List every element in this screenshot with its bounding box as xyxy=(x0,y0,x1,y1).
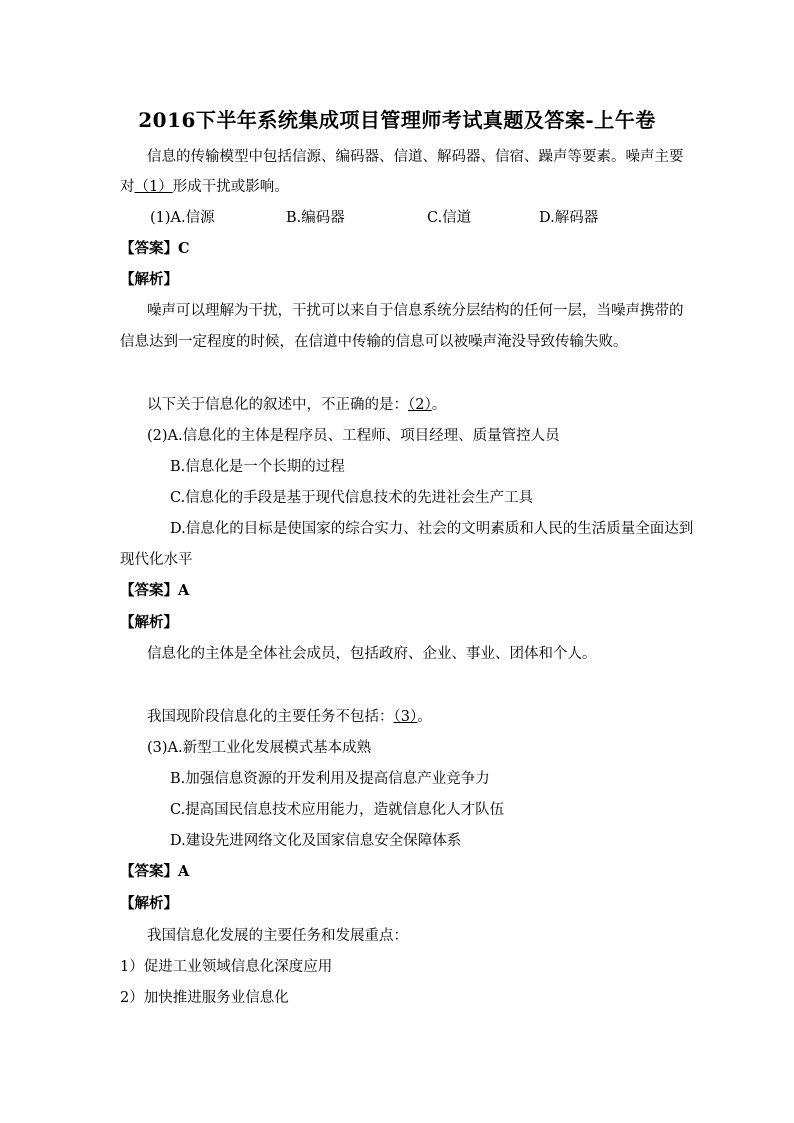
question-3-blank: （3） xyxy=(393,709,418,725)
question-1-option-b: B.编码器 xyxy=(286,210,345,226)
question-2-answer: 【答案】A xyxy=(120,582,190,599)
question-1-stem-line1: 信息的传输模型中包括信源、编码器、信道、解码器、信宿、躁声等要素。噪声主要 xyxy=(147,149,684,165)
question-1-option-c: C.信道 xyxy=(427,210,472,226)
question-1-stem-pre: 对 xyxy=(120,179,135,195)
question-2-stem xyxy=(147,396,446,414)
question-1-analysis-line2: 信息达到一定程度的时候，在信道中传输的信息可以被噪声淹没导致传输失败。 xyxy=(120,334,628,350)
question-2-analysis-line1: 信息化的主体是全体社会成员，包括政府、企业、事业、团体和个人。 xyxy=(147,646,597,662)
question-1-answer: 【答案】C xyxy=(120,240,190,257)
question-3-stem xyxy=(147,708,432,726)
question-3-option-d: D.建设先进网络文化及国家信息安全保障体系 xyxy=(170,833,462,849)
question-2-option-c: C.信息化的手段是基于现代信息技术的先进社会生产工具 xyxy=(170,490,534,506)
question-1-blank: （1） xyxy=(134,179,173,195)
question-2-option-d: D.信息化的目标是使国家的综合实力、社会的文明素质和人民的生活质量全面达到 xyxy=(170,521,694,537)
question-3-analysis-line1: 我国信息化发展的主要任务和发展重点： xyxy=(147,928,408,944)
question-2-analysis-label: 【解析】 xyxy=(120,614,178,631)
question-2-option-d-continued: 现代化水平 xyxy=(120,552,193,568)
question-3-stem-post: 。 xyxy=(417,709,432,725)
question-1-option-a: (1)A.信源 xyxy=(150,210,215,226)
question-3-option-a: (3)A.新型工业化发展模式基本成熟 xyxy=(147,740,372,756)
question-1-analysis-label: 【解析】 xyxy=(120,271,178,288)
question-2-option-a: (2)A.信息化的主体是程序员、工程师、项目经理、质量管控人员 xyxy=(147,428,560,444)
question-3-option-b: B.加强信息资源的开发利用及提高信息产业竞争力 xyxy=(170,771,490,787)
question-1-stem-line2 xyxy=(120,178,289,196)
question-3-stem-pre: 我国现阶段信息化的主要任务不包括： xyxy=(147,709,394,725)
question-3-answer: 【答案】A xyxy=(120,863,190,880)
question-2-stem-post: 。 xyxy=(431,397,447,413)
question-1-analysis-line1: 噪声可以理解为干扰，干扰可以来自于信息系统分层结构的任何一层，当噪声携带的 xyxy=(147,303,684,319)
document-title: 2016下半年系统集成项目管理师考试真题及答案-上午卷 xyxy=(138,108,656,132)
question-2-stem-pre: 以下关于信息化的叙述中，不正确的是： xyxy=(147,397,408,413)
question-3-analysis-item-2: 2）加快推进服务业信息化 xyxy=(120,990,289,1006)
question-3-analysis-item-1: 1）促进工业领域信息化深度应用 xyxy=(120,959,333,975)
question-3-option-c: C.提高国民信息技术应用能力，造就信息化人才队伍 xyxy=(170,802,505,818)
question-2-option-b: B.信息化是一个长期的过程 xyxy=(170,459,345,475)
question-2-blank: （2） xyxy=(408,397,432,413)
question-1-option-d: D.解码器 xyxy=(539,210,599,226)
question-1-stem-post: 形成干扰或影响。 xyxy=(172,179,289,195)
question-3-analysis-label: 【解析】 xyxy=(120,895,178,912)
